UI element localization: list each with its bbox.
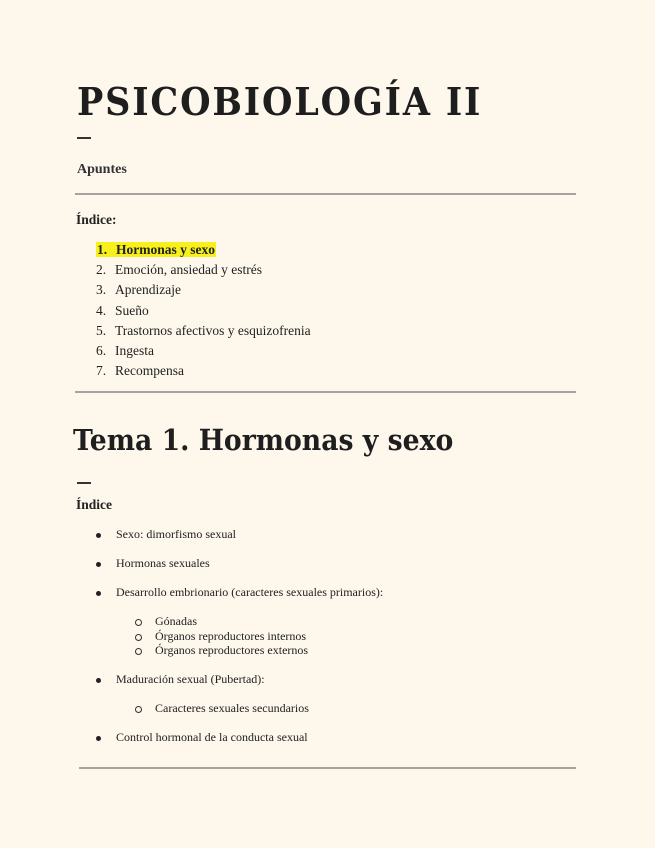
toc-item[interactable] (96, 302, 311, 322)
table-of-contents (96, 241, 311, 382)
bullet-item (116, 527, 236, 542)
toc-label: Recompensa (115, 363, 184, 379)
bullet-label: Maduración sexual (Pubertad): (116, 672, 265, 686)
document-subtitle: Apuntes (77, 162, 127, 177)
title-dash (77, 137, 91, 139)
sub-bullet-item (155, 701, 309, 716)
bullet-label: Control hormonal de la conducta sexual (116, 730, 308, 744)
toc-number: 4. (96, 302, 107, 318)
sub-bullet-item (155, 643, 308, 658)
toc-label: Emoción, ansiedad y estrés (115, 262, 262, 278)
toc-number: 1. (97, 242, 108, 257)
sub-bullet-item (155, 629, 306, 644)
toc-item[interactable] (96, 322, 311, 342)
sub-bullet-circle (135, 634, 142, 641)
bullet-item (116, 672, 265, 687)
divider-line (79, 767, 576, 769)
toc-label: Ingesta (115, 342, 154, 358)
toc-item[interactable] (96, 342, 311, 362)
bullet-item (116, 585, 383, 600)
section-title: Tema 1. Hormonas y sexo (73, 423, 454, 457)
bullet-dot (96, 562, 101, 567)
sub-bullet-label: Órganos reproductores externos (155, 643, 309, 657)
bullet-item (116, 730, 308, 745)
toc-number: 2. (96, 262, 107, 278)
index-heading: Índice: (76, 212, 117, 227)
toc-item[interactable] (96, 362, 311, 382)
sub-bullet-circle (135, 619, 142, 626)
bullet-dot (96, 736, 101, 741)
sub-bullet-item (155, 614, 197, 629)
section-dash (77, 482, 91, 484)
toc-label: Sueño (115, 302, 149, 318)
toc-item[interactable] (96, 241, 311, 261)
document-title: PSICOBIOLOGÍA II (77, 79, 483, 124)
toc-item[interactable] (96, 261, 311, 281)
bullet-dot (96, 678, 101, 683)
divider-line (75, 193, 576, 195)
sub-bullet-label: Órganos reproductores internos (155, 629, 307, 643)
sub-bullet-label: Caracteres sexuales secundarios (155, 701, 309, 715)
bullet-label: Desarrollo embrionario (caracteres sexuales primarios): (116, 585, 384, 599)
toc-number: 5. (96, 322, 107, 338)
bullet-item (116, 556, 210, 571)
toc-number: 7. (96, 363, 107, 379)
toc-label: Trastornos afectivos y esquizofrenia (115, 322, 311, 338)
sub-bullet-circle (135, 648, 142, 655)
toc-label: Aprendizaje (115, 282, 181, 298)
toc-number: 3. (96, 282, 107, 298)
sub-bullet-label: Gónadas (155, 614, 197, 628)
divider-line (75, 391, 576, 393)
toc-label: Hormonas y sexo (116, 242, 215, 257)
bullet-dot (96, 591, 101, 596)
sub-bullet-circle (135, 706, 142, 713)
bullet-label: Sexo: dimorfismo sexual (116, 527, 236, 541)
bullet-dot (96, 533, 101, 538)
bullet-label: Hormonas sexuales (116, 556, 210, 570)
toc-number: 6. (96, 342, 107, 358)
toc-highlight (96, 242, 216, 257)
section-index-heading: Índice (76, 497, 113, 512)
toc-item[interactable] (96, 281, 311, 301)
